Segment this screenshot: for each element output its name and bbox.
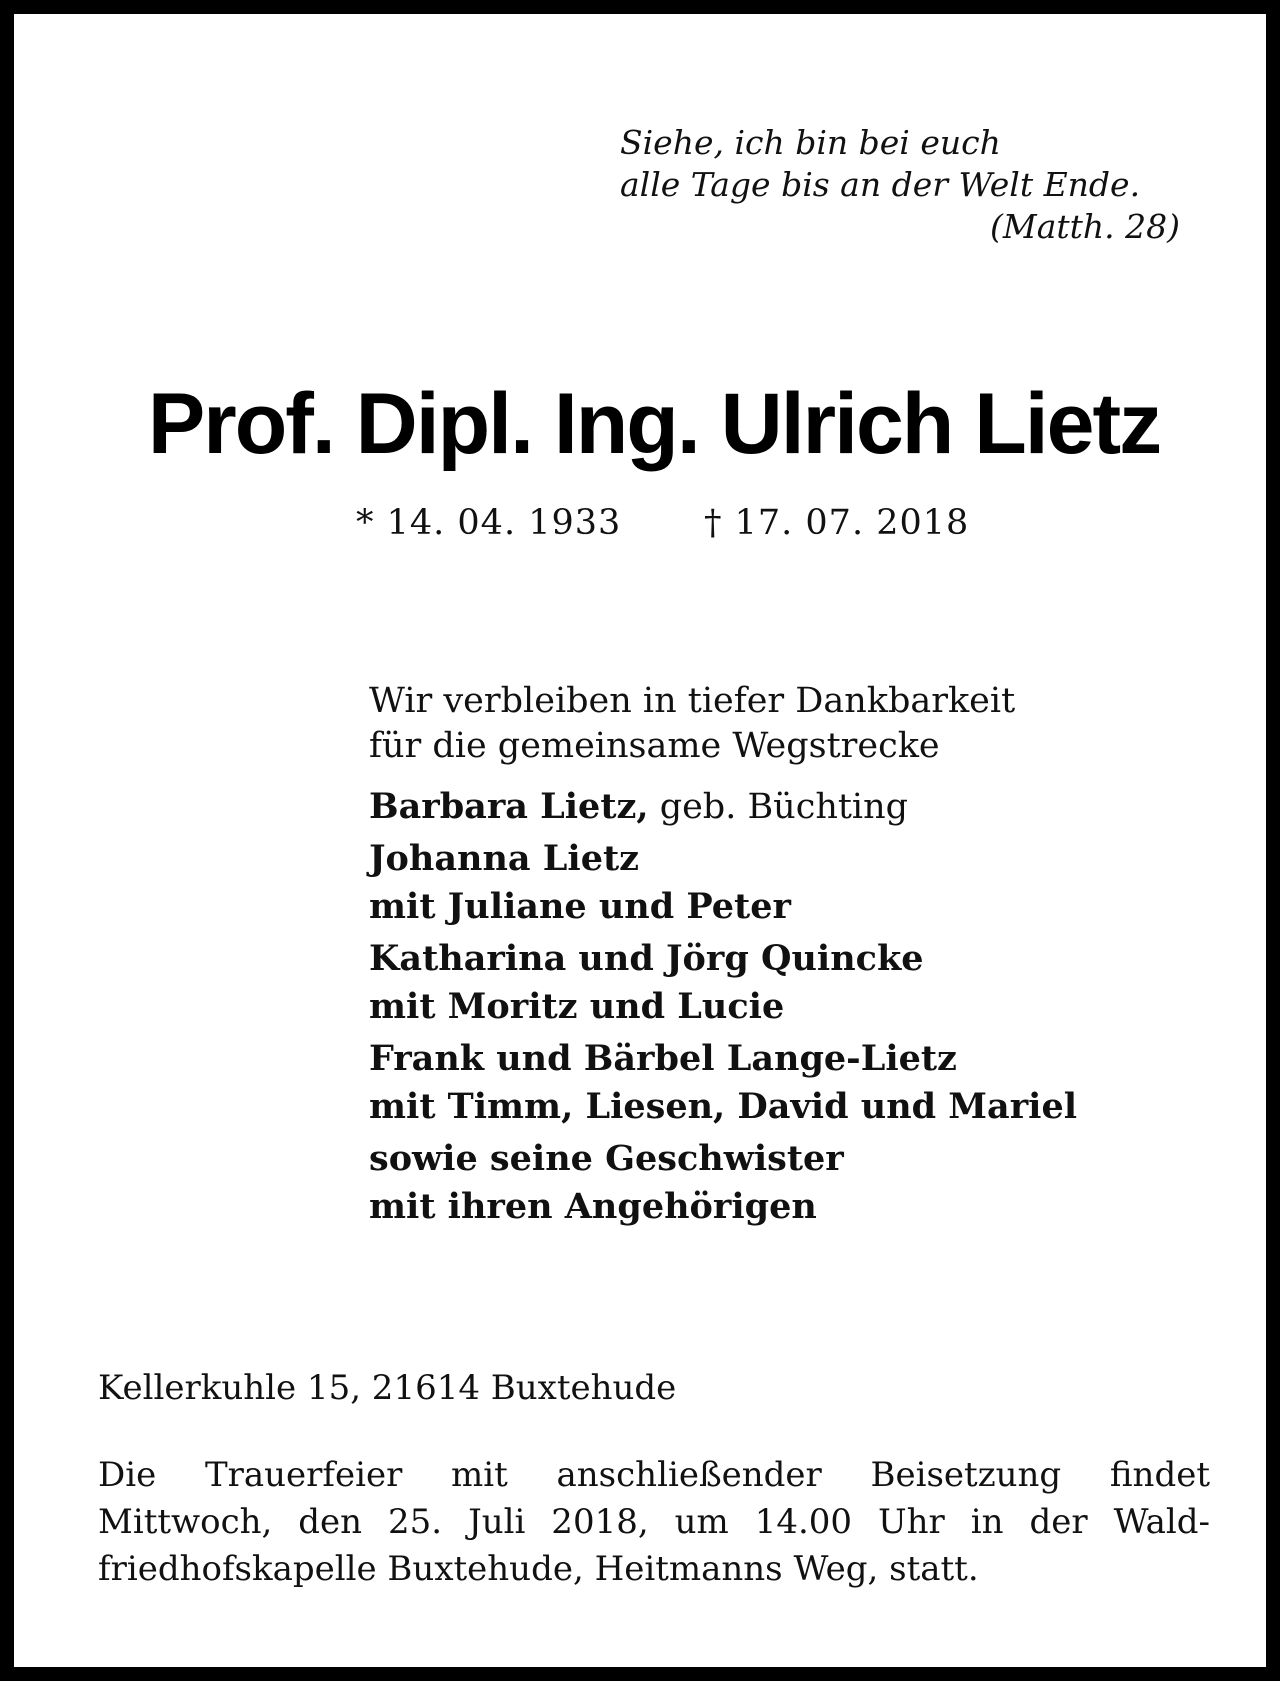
funeral-notice-line: Die Trauerfeier mit anschließender Beisetzung findet <box>98 1455 1210 1495</box>
mourner-name: mit ihren Angehörigen <box>369 1186 817 1227</box>
mourner-entry <box>369 1135 1169 1231</box>
mourner-line <box>369 835 1169 883</box>
mourner-name: mit Juliane und Peter <box>369 886 791 927</box>
mourner-line <box>369 983 1169 1031</box>
mourner-name: sowie seine Geschwister <box>369 1138 844 1179</box>
funeral-notice-line: friedhofskapelle Buxtehude, Heitmanns Weg, statt. <box>98 1549 979 1589</box>
mourner-name: Johanna Lietz <box>369 838 640 879</box>
maiden-name: geb. Büchting <box>648 787 909 827</box>
thanks-line: Wir verbleiben in tiefer Dankbarkeit <box>369 681 1016 721</box>
family-address: Kellerkuhle 15, 21614 Buxtehude <box>98 1368 677 1408</box>
mourner-entry <box>369 783 1169 831</box>
mourner-line <box>369 1183 1169 1231</box>
thanks-statement <box>369 679 1169 769</box>
funeral-notice-line: Mittwoch, den 25. Juli 2018, um 14.00 Uhr in der Wald- <box>98 1502 1210 1542</box>
mourner-name: Barbara Lietz, <box>369 786 649 827</box>
deceased-name: Prof. Dipl. Ing. Ulrich Lietz <box>147 376 1161 472</box>
mourner-name: mit Timm, Liesen, David und Mariel <box>369 1086 1078 1127</box>
bible-verse-line: alle Tage bis an der Welt Ende. <box>620 165 1141 204</box>
mourner-name: mit Moritz und Lucie <box>369 986 785 1027</box>
mourner-name: Frank und Bärbel Lange-Lietz <box>369 1038 957 1079</box>
death-date: † 17. 07. 2018 <box>704 503 970 543</box>
thanks-line: für die gemeinsame Wegstrecke <box>369 726 940 766</box>
mourner-line <box>369 935 1169 983</box>
mourner-line <box>369 883 1169 931</box>
life-dates <box>14 501 1280 546</box>
mourner-name: Katharina und Jörg Quincke <box>369 938 924 979</box>
bible-verse-line: Siehe, ich bin bei euch <box>620 123 1001 162</box>
bible-verse-reference: (Matth. 28) <box>990 207 1180 246</box>
mourner-entry <box>369 835 1169 931</box>
mourner-line <box>369 1083 1169 1131</box>
bible-verse <box>620 122 1180 248</box>
mourner-entry <box>369 1035 1169 1131</box>
mourner-line <box>369 783 1169 831</box>
mourner-entry <box>369 935 1169 1031</box>
mourner-line <box>369 1035 1169 1083</box>
funeral-notice <box>98 1452 1210 1593</box>
mourner-line <box>369 1135 1169 1183</box>
mourners-block <box>369 679 1169 1235</box>
birth-date: * 14. 04. 1933 <box>356 503 622 543</box>
